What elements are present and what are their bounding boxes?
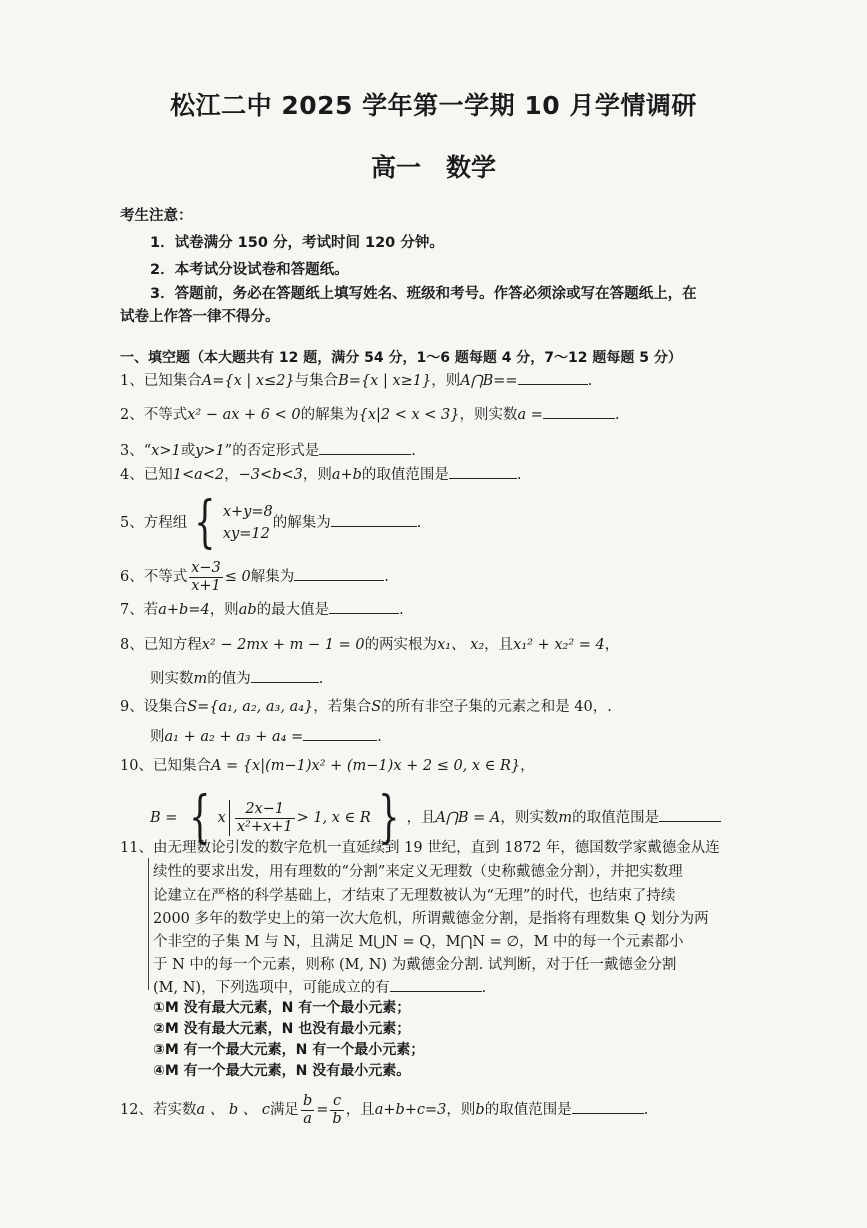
question-8-line-2: 则实数m的值为 . bbox=[150, 668, 323, 689]
question-5: 5、方程组 { x+y=8 xy=12 的解集为 . bbox=[120, 490, 422, 555]
answer-blank[interactable] bbox=[319, 440, 411, 455]
question-number: 2、 bbox=[120, 407, 144, 423]
question-8: 8、已知方程x² − 2mx + m − 1 = 0的两实根为x₁、 x₂，且x₁² + x₂² = 4， bbox=[120, 637, 620, 653]
question-12: 12、若实数a 、 b 、 c满足 $\frac{b}{a}$ = $\frac{c}{b}$ ，且a+b+c=3，则b的取值范围是 . bbox=[120, 1092, 649, 1127]
answer-blank[interactable] bbox=[449, 464, 517, 479]
answer-blank[interactable] bbox=[294, 566, 384, 581]
right-brace: } bbox=[377, 785, 400, 850]
notice-item-3: 3．答题前，务必在答题纸上填写姓名、班级和考号。作答必须涂或写在答题纸上，在 bbox=[150, 286, 697, 302]
question-11-line-1: 由无理数论引发的数字危机一直延续到 19 世纪，直到 1872 年，德国数学家戴德金从连 bbox=[153, 840, 720, 856]
question-11-line-4: 2000 多年的数学史上的第一次大危机，所谓戴德金分割，是指将有理数集 Q 划分为两 bbox=[153, 911, 709, 927]
question-11-line-6: 于 N 中的每一个元素，则称 (M, N) 为戴德金分割. 试判断，对于任一戴德金分割 bbox=[153, 957, 677, 973]
question-11-line-7: (M, N)，下列选项中，可能成立的有 . bbox=[153, 977, 486, 998]
question-number: 5、 bbox=[120, 515, 144, 531]
question-number: 8、 bbox=[120, 637, 144, 653]
question-11-line-2: 续性的要求出发，用有理数的“分割”来定义无理数（史称戴德金分割），并把实数理 bbox=[153, 864, 683, 880]
fraction: $\frac{b}{a}$ bbox=[302, 1092, 313, 1127]
answer-blank[interactable] bbox=[251, 668, 319, 683]
left-brace: { bbox=[194, 490, 216, 555]
question-number: 10、 bbox=[120, 758, 153, 774]
fraction: $\frac{c}{b}$ bbox=[332, 1092, 342, 1127]
answer-blank[interactable] bbox=[303, 726, 377, 741]
question-11-line-5: 个非空的子集 M 与 N，且满足 M⋃N = Q，M⋂N = ∅，M 中的每一个元素都小 bbox=[153, 934, 684, 950]
exam-title: 松江二中 2025 学年第一学期 10 月学情调研 bbox=[170, 91, 697, 120]
option-3: ③M 有一个最大元素，N 有一个最小元素； bbox=[153, 1042, 425, 1058]
notice-heading: 考生注意： bbox=[120, 208, 193, 224]
question-9: 9、设集合S={a₁, a₂, a₃, a₄}，若集合S的所有非空子集的元素之和是 40，. bbox=[120, 699, 612, 715]
question-1: 1、已知集合A={x | x≤2}与集合B={x | x≥1}，则A⋂B== . bbox=[120, 370, 592, 391]
question-number: 4、 bbox=[120, 467, 144, 483]
exam-subtitle: 高一 数学 bbox=[370, 153, 496, 182]
answer-blank[interactable] bbox=[572, 1099, 644, 1114]
set-bar bbox=[229, 800, 230, 836]
fraction: $\frac{x-3}{x+1}$ bbox=[191, 559, 221, 594]
notice-item-1: 1．试卷满分 150 分，考试时间 120 分钟。 bbox=[150, 235, 444, 251]
question-7: 7、若a+b=4，则ab的最大值是 . bbox=[120, 599, 404, 620]
question-number: 3、 bbox=[120, 443, 144, 459]
question-6: 6、不等式 $\frac{x-3}{x+1}$ ≤ 0解集为 . bbox=[120, 559, 389, 594]
option-2: ②M 没有最大元素，N 也没有最小元素； bbox=[153, 1021, 411, 1037]
margin-bracket bbox=[148, 858, 149, 990]
question-4: 4、已知1<a<2，−3<b<3，则a+b的取值范围是 . bbox=[120, 464, 522, 485]
question-10-line-2: B = { x $\frac{2x-1}{\text{x²+x+1}}$ > 1, x ∈ R } ，且A⋂B = A，则实数m的取值范围是 bbox=[150, 790, 721, 846]
answer-blank[interactable] bbox=[331, 512, 417, 527]
answer-blank[interactable] bbox=[543, 404, 615, 419]
question-11-line-3: 论建立在严格的科学基础上，才结束了无理数被认为“无理”的时代，也结束了持续 bbox=[153, 888, 676, 904]
left-brace: { bbox=[189, 785, 211, 850]
answer-blank[interactable] bbox=[329, 599, 399, 614]
question-3: 3、“x>1或y>1”的否定形式是 . bbox=[120, 440, 416, 461]
fraction: $\frac{2x-1}{\text{x²+x+1}}$ bbox=[236, 800, 293, 835]
question-number: 12、 bbox=[120, 1102, 153, 1118]
question-number: 7、 bbox=[120, 602, 144, 618]
answer-blank[interactable] bbox=[390, 977, 482, 992]
notice-item-2: 2．本考试分设试卷和答题纸。 bbox=[150, 262, 349, 278]
option-1: ①M 没有最大元素，N 有一个最小元素； bbox=[153, 1000, 411, 1016]
option-4: ④M 有一个最大元素，N 没有最小元素。 bbox=[153, 1063, 411, 1079]
notice-item-3-cont: 试卷上作答一律不得分。 bbox=[120, 309, 280, 325]
question-10: 10、已知集合A = {x|(m−1)x² + (m−1)x + 2 ≤ 0, x ∈ R}， bbox=[120, 758, 535, 774]
equation-system: x+y=8 xy=12 bbox=[222, 504, 273, 542]
question-9-line-2: 则a₁ + a₂ + a₃ + a₄ = . bbox=[150, 726, 382, 747]
question-number: 9、 bbox=[120, 699, 144, 715]
question-number: 6、 bbox=[120, 569, 144, 585]
section-heading: 一、填空题（本大题共有 12 题，满分 54 分，1～6 题每题 4 分，7～12 题每题 5 分） bbox=[120, 350, 682, 366]
answer-blank[interactable] bbox=[518, 370, 588, 385]
answer-blank[interactable] bbox=[659, 807, 721, 822]
question-11-number: 11、 bbox=[120, 840, 153, 856]
question-2: 2、不等式x² − ax + 6 < 0的解集为{x|2 < x < 3}，则实数a = . bbox=[120, 404, 620, 425]
question-number: 1、 bbox=[120, 373, 144, 389]
